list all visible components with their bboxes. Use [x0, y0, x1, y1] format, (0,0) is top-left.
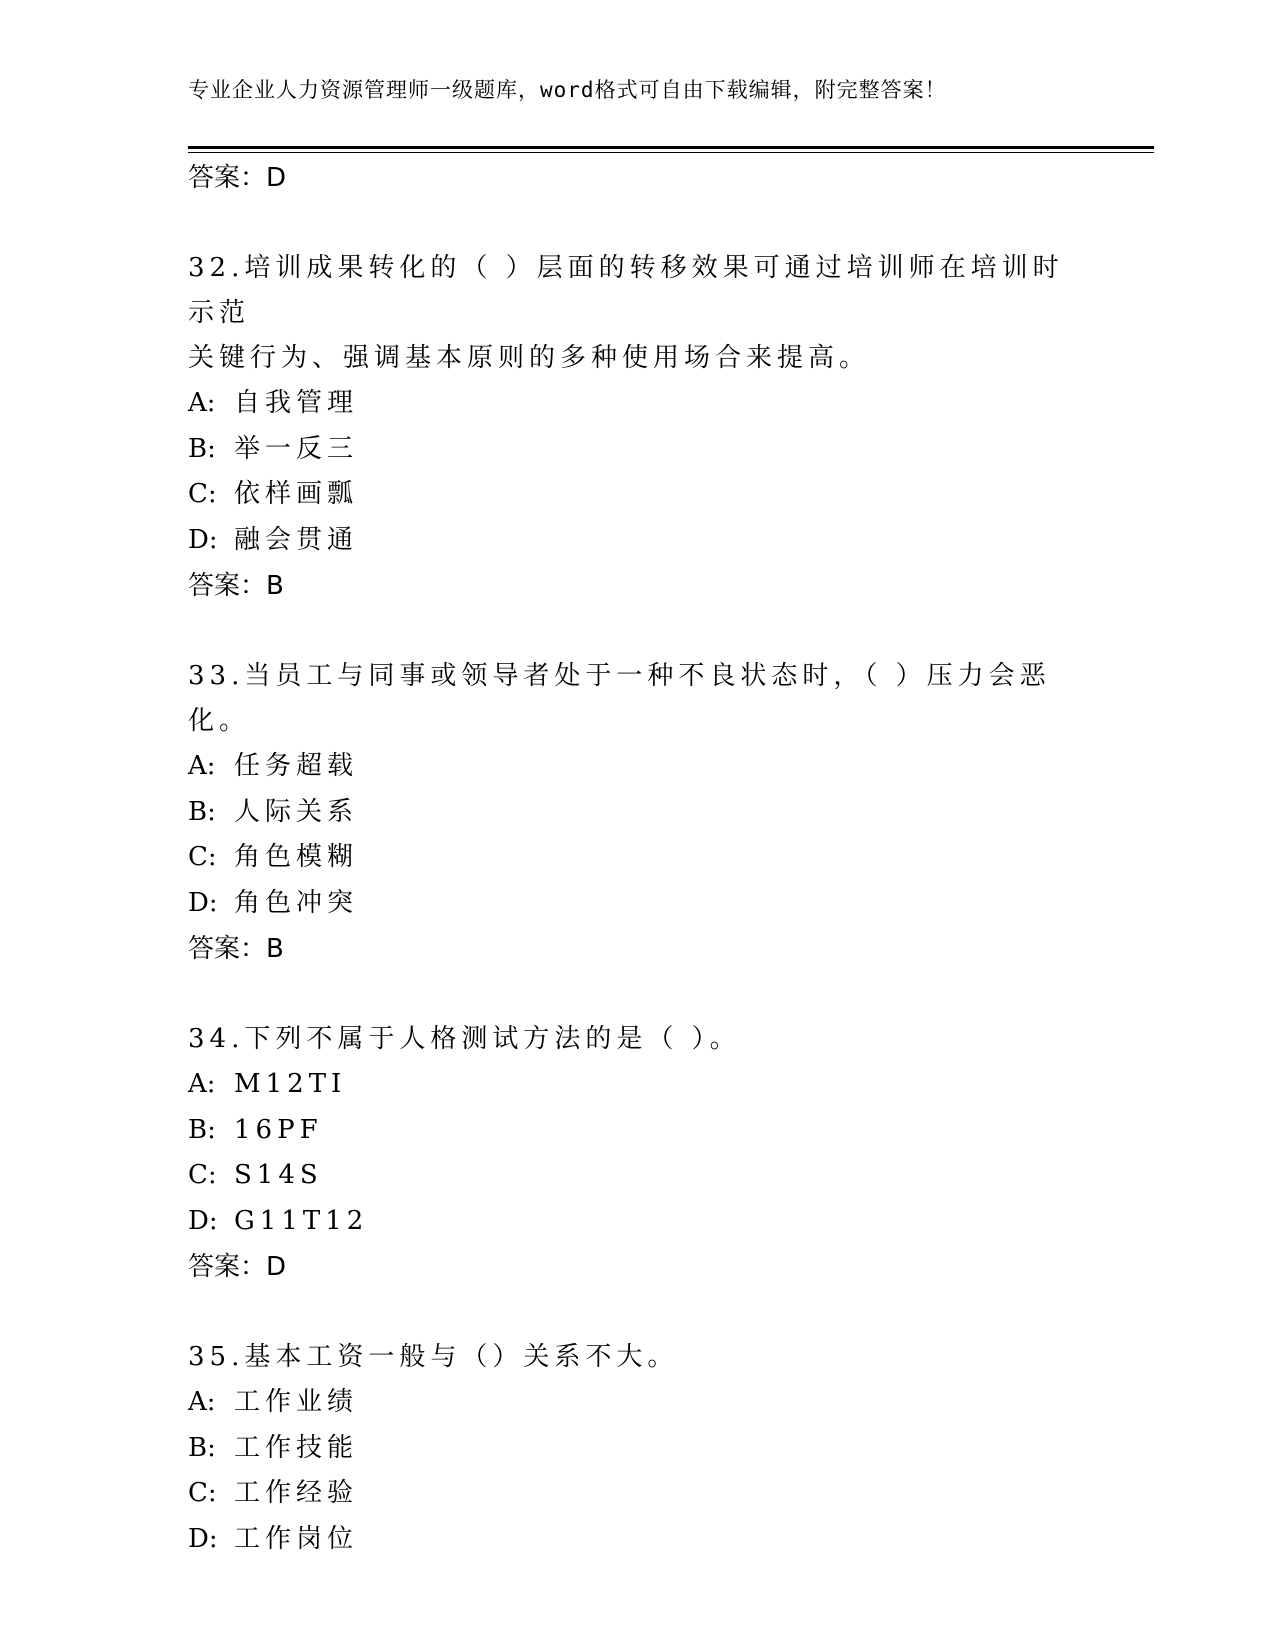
question-stem — [188, 1335, 1088, 1380]
previous-answer: 答案：D — [188, 163, 287, 193]
option-d — [188, 1199, 1088, 1245]
option-key: D: — [188, 1523, 218, 1554]
option-key: B: — [188, 796, 216, 827]
answer-line: 答案：D — [188, 1252, 287, 1282]
option-c — [188, 1471, 1088, 1517]
answer-line: 答案：B — [188, 571, 284, 601]
option-text: 角色冲突 — [234, 887, 359, 918]
header-rule-thick — [188, 146, 1154, 149]
option-key: A: — [188, 751, 216, 781]
option-key: B: — [188, 433, 216, 464]
option-a — [188, 1380, 1088, 1426]
question-stem — [188, 246, 1088, 381]
option-d — [188, 1517, 1088, 1563]
option-key: C: — [188, 842, 217, 872]
option-text: 自我管理 — [234, 388, 359, 418]
option-key: D: — [188, 887, 218, 918]
option-text: S14S — [234, 1160, 323, 1190]
option-text: 依样画瓢 — [234, 479, 359, 509]
option-key: A: — [188, 388, 216, 418]
option-text: 工作技能 — [234, 1432, 359, 1463]
option-text: G11T12 — [234, 1205, 369, 1236]
option-a — [188, 381, 1088, 427]
option-key: A: — [188, 1387, 216, 1417]
option-c — [188, 472, 1088, 518]
option-text: 人际关系 — [234, 796, 359, 827]
question-stem — [188, 1017, 1088, 1062]
option-b — [188, 427, 1088, 473]
option-key: D: — [188, 1205, 218, 1236]
option-text: 工作经验 — [234, 1478, 359, 1508]
stem-line: 34.下列不属于人格测试方法的是（ ）。 — [188, 1024, 741, 1054]
question-stem — [188, 654, 1088, 744]
option-b — [188, 1108, 1088, 1154]
option-key: C: — [188, 1478, 217, 1508]
stem-line: 35.基本工资一般与（）关系不大。 — [188, 1342, 679, 1372]
option-key: D: — [188, 524, 218, 555]
question-list — [188, 155, 1088, 1562]
page-header: 专业企业人力资源管理师一级题库，word格式可自由下载编辑，附完整答案！ — [188, 78, 947, 102]
option-c — [188, 835, 1088, 881]
option-d — [188, 518, 1088, 564]
option-text: M12TI — [234, 1069, 347, 1099]
question-33 — [188, 654, 1088, 972]
header-rule-thin — [188, 152, 1154, 153]
stem-line: 32.培训成果转化的（ ）层面的转移效果可通过培训师在培训时示范 — [188, 253, 1064, 328]
option-text: 16PF — [234, 1114, 323, 1145]
option-a — [188, 1062, 1088, 1108]
stem-line: 33.当员工与同事或领导者处于一种不良状态时，（ ）压力会恶化。 — [188, 661, 1051, 736]
option-c — [188, 1153, 1088, 1199]
question-32 — [188, 246, 1088, 609]
option-key: B: — [188, 1432, 216, 1463]
option-key: B: — [188, 1114, 216, 1145]
question-34 — [188, 1017, 1088, 1290]
option-text: 举一反三 — [234, 433, 359, 464]
option-b — [188, 1426, 1088, 1472]
option-key: A: — [188, 1069, 216, 1099]
option-key: C: — [188, 479, 217, 509]
option-key: C: — [188, 1160, 217, 1190]
option-d — [188, 881, 1088, 927]
option-b — [188, 790, 1088, 836]
option-a — [188, 744, 1088, 790]
question-35 — [188, 1335, 1088, 1562]
stem-line: 关键行为、强调基本原则的多种使用场合来提高。 — [188, 343, 871, 373]
answer-line: 答案：B — [188, 934, 284, 964]
option-text: 融会贯通 — [234, 524, 359, 555]
option-text: 任务超载 — [234, 751, 359, 781]
option-text: 工作业绩 — [234, 1387, 359, 1417]
option-text: 工作岗位 — [234, 1523, 359, 1554]
option-text: 角色模糊 — [234, 842, 359, 872]
